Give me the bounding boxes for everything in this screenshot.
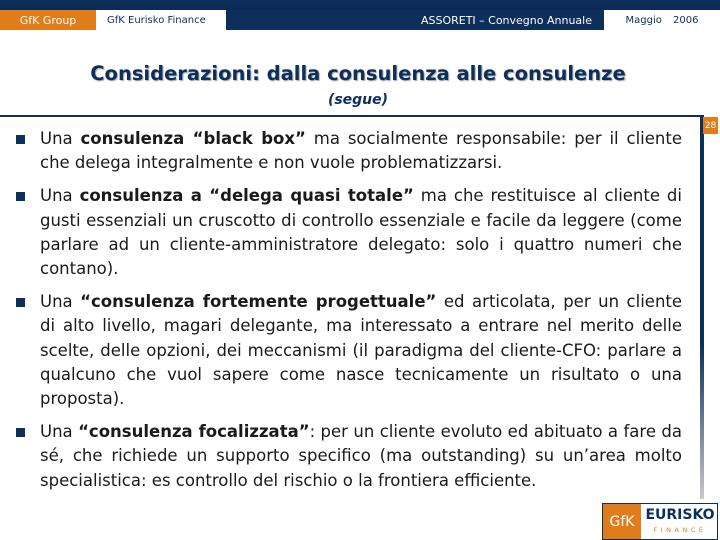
bullet-square-icon [16,135,25,144]
header-event: ASSORETI – Convegno Annuale [226,10,604,30]
bullet-text: ma socialmente responsabile: per il cliente che delega integralmente e non vuole problematizzarsi. [40,129,682,173]
bullet-highlight: consulenza “black box” [80,129,306,148]
side-rule [700,115,704,499]
bullet-square-icon [16,428,25,437]
title-rule [0,115,704,117]
bullet-square-icon [16,298,25,307]
bullet-item [16,420,682,493]
gfk-eurisko-logo [602,503,718,540]
slide-subtitle: (segue) [327,92,389,108]
bullet-lead: Una [40,422,79,442]
bullet-lead: Una [40,292,81,312]
bullet-item [16,184,682,281]
bullet-lead: Una [40,186,80,206]
bullet-item [16,290,682,411]
header-company: GfK Group [0,10,96,30]
logo-sub: FINANCE [653,526,707,534]
bullet-text: ed articolata, per un cliente di alto livello, magari delegante, ma interessato a entrare nel merito delle scelte, delle opzioni, dei meccanismi (il paradigma del cliente-CFO: parlare a qualcuno che vuol sapere come nasce tecnicamente un risultato o una proposta). [40,292,683,409]
bullet-highlight: consulenza a “delega quasi totale” [79,186,414,206]
header-date: Maggio 2006 [604,10,720,30]
slide-title: Considerazioni: dalla consulenza alle consulenze [90,62,626,85]
bullet-text: : per un cliente evoluto ed abituato a fare da sé, che richiede un supporto specifico (ma outstanding) su un’area molto specialistica: es controllo del rischio o la frontiera efficiente. [40,422,682,490]
header-division: GfK Eurisko Finance [102,10,226,30]
page-number: 28 [703,117,718,134]
bullet-lead: Una [40,129,81,148]
bullet-highlight: “consulenza fortemente progettuale” [80,292,437,312]
bullet-highlight: “consulenza focalizzata” [78,422,310,442]
bullet-text: ma che restituisce al cliente di gusti essenziali un cruscotto di controllo essenziale e facile da leggere (come parlare ad un cliente-amministratore delegato: solo i quattro numeri che contano). [40,186,682,279]
bullet-item [16,127,682,175]
bullet-square-icon [16,192,25,201]
logo-name: EURISKO [645,507,715,523]
logo-mark: GfK [603,504,641,539]
bullet-list [16,127,682,502]
